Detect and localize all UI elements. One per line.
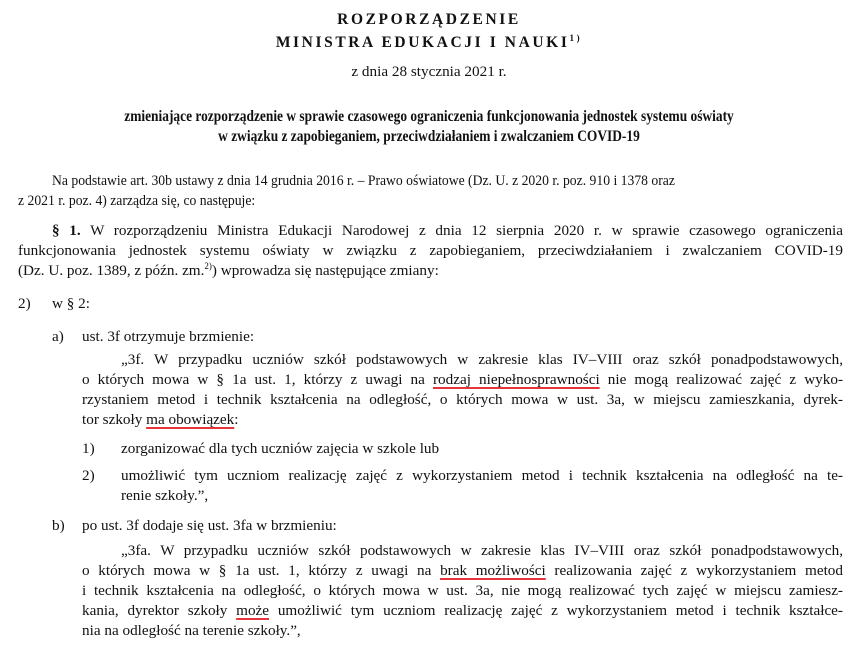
legal-basis-line-1: Na podstawie art. 30b ustawy z dnia 14 grudnia 2016 r. – Prawo oświatowe (Dz. U. z 2020 r. poz. 910 i 1378 oraz: [52, 172, 675, 189]
quote-3f-line-1: „3f. W przypadku uczniów szkół podstawowych w zakresie klas IV–VIII oraz szkół ponadpodstawowych,: [121, 351, 843, 368]
item-2-number: 2): [18, 295, 31, 312]
title-line-2: MINISTRA EDUKACJI I NAUKI: [275, 34, 570, 51]
doc-title-ministry: [0, 33, 858, 53]
quote-3f-line-2: [82, 370, 843, 390]
title-line-1: ROZPORZĄDZENIE: [337, 11, 521, 28]
item-b-label: b): [52, 517, 65, 534]
subitem-1-text: zorganizować dla tych uczniów zajęcia w szkole lub: [121, 440, 440, 457]
spellcheck-underline-obowiazek: ma obowiązek: [146, 411, 235, 428]
quote-3fa-line-2: [82, 561, 843, 581]
spellcheck-underline-rodzaj: rodzaj niepełnosprawności: [433, 371, 600, 388]
quote-text: o których mowa w § 1a ust. 1, którzy z uwagi na: [82, 562, 441, 579]
footnote-ref-1[interactable]: 1): [569, 33, 583, 43]
quote-text: tor szkoły: [82, 411, 147, 428]
quote-3f-line-3: rzystaniem metod i technik kształcenia na odległość, o których mowa w ust. 3a, w miejscu zamieszkania, dyrek-: [82, 391, 843, 408]
spellcheck-underline-brak: brak możliwości: [440, 562, 546, 579]
subitem-1-number: 1): [82, 440, 95, 457]
quote-3fa-line-3: i technik kształcenia na odległość, o których mowa w ust. 3a, nie mogą realizować tych zajęć w miejscu zamiesz-: [82, 582, 843, 599]
subitem-2-number: 2): [82, 467, 95, 484]
footnote-ref-2[interactable]: 2): [204, 261, 212, 271]
quote-3f-line-4: [82, 410, 239, 430]
quote-text: :: [234, 411, 239, 428]
legal-basis-line-2: z 2021 r. poz. 4) zarządza się, co następuje:: [18, 192, 256, 209]
doc-title: [0, 10, 858, 30]
subitem-2-line-2: renie szkoły.”,: [121, 487, 209, 504]
paragraph-1-tail: ) wprowadza się następujące zmiany:: [211, 262, 439, 279]
doc-date: z dnia 28 stycznia 2021 r.: [351, 63, 507, 80]
quote-text: kania, dyrektor szkoły: [82, 602, 237, 619]
quote-text: realizowania zajęć z wykorzystaniem metod: [545, 562, 843, 579]
item-2-text: w § 2:: [52, 295, 90, 312]
paragraph-1-text: W rozporządzeniu Ministra Edukacji Narodowej z dnia 12 sierpnia 2020 r. w sprawie czasowego ograniczenia: [90, 222, 843, 239]
item-a-label: a): [52, 328, 64, 345]
paragraph-1-line-1: [52, 221, 843, 241]
paragraph-1-line-2: funkcjonowania jednostek systemu oświaty w związku z zapobieganiem, przeciwdziałaniem i zwalczaniem COVID-19: [18, 242, 843, 259]
subtitle-line-2: w związku z zapobieganiem, przeciwdziałaniem i zwalczaniem COVID-19: [218, 128, 640, 145]
quote-3fa-line-1: „3fa. W przypadku uczniów szkół podstawowych w zakresie klas IV–VIII oraz szkół ponadpodstawowych,: [121, 542, 843, 559]
quote-3fa-line-5: nia na odległość na terenie szkoły.”,: [82, 622, 301, 639]
paragraph-1-citation: (Dz. U. poz. 1389, z późn. zm.: [18, 262, 205, 279]
quote-text: umożliwić tym uczniom realizację zajęć z wykorzystaniem metod i technik kształce-: [269, 602, 843, 619]
subtitle-line-1: zmieniające rozporządzenie w sprawie czasowego ograniczenia funkcjonowania jednostek systemu oświaty: [124, 108, 734, 125]
item-a-text: ust. 3f otrzymuje brzmienie:: [82, 328, 255, 345]
quote-3fa-line-4: [82, 601, 843, 621]
item-b-text: po ust. 3f dodaje się ust. 3fa w brzmieniu:: [82, 517, 337, 534]
subitem-2-line-1: umożliwić tym uczniom realizację zajęć z wykorzystaniem metod i technik kształcenia na odległość na te-: [121, 467, 843, 484]
quote-text: nie mogą realizować zajęć z wyko-: [599, 371, 844, 388]
paragraph-label: § 1.: [52, 222, 81, 239]
spellcheck-underline-moze: może: [236, 602, 270, 619]
quote-text: o których mowa w § 1a ust. 1, którzy z uwagi na: [82, 371, 433, 388]
paragraph-1-line-3: [18, 261, 439, 281]
